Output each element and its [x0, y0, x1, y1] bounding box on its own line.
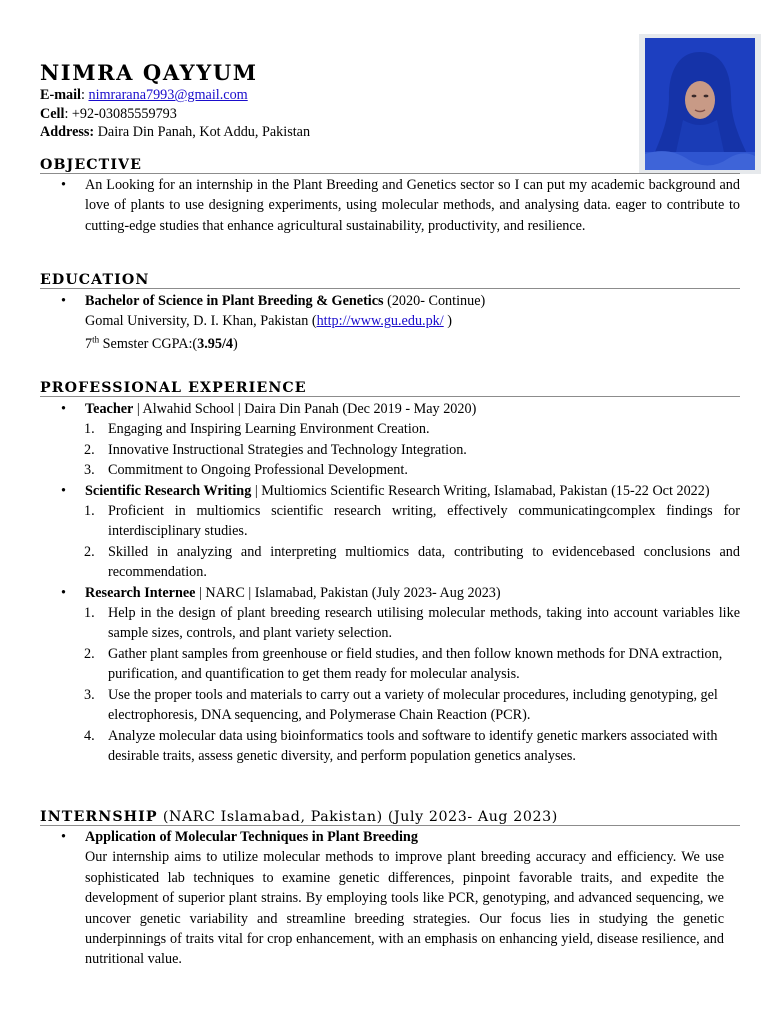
degree-years: (2020- Continue): [383, 293, 486, 309]
email-link[interactable]: nimrarana7993@gmail.com: [88, 87, 248, 103]
bullet-icon: •: [61, 829, 66, 845]
job-duty: [40, 440, 740, 460]
bullet-icon: •: [61, 482, 66, 499]
experience-section: [40, 399, 740, 766]
internship-heading-sub: (NARC Islamabad, Pakistan) (July 2023- Aug 2023): [157, 809, 558, 825]
job-duty-text: Skilled in analyzing and interpreting multiomics data, contributing to evidencebased conclusions and recommendation.: [108, 543, 740, 581]
university-name: Gomal University, D. I. Khan, Pakistan (: [85, 313, 317, 330]
candidate-name: NIMRA QAYYUM: [40, 60, 258, 85]
address-line: [40, 123, 310, 142]
job-duty-text: Commitment to Ongoing Professional Development.: [108, 462, 408, 479]
item-number: 2.: [84, 645, 95, 662]
job-research-writing: [40, 481, 740, 501]
internship-text: Our internship aims to utilize molecular methods to improve plant breeding accuracy and efficiency. We use sophisticated lab techniques to examine genetic differences, pinpoint favorable traits, and expedite the development of superior plant strains. By employing tools like PCR, genotyping, and advanced sequencing, we uncover genetic variability and streamline breeding strategies. Our focus lies in studying the genetic underpinnings of traits vital for crop enhancement, with an emphasis on enhancing yield, disease resilience, and nutritional value.: [85, 849, 724, 968]
cgpa-close: ): [233, 335, 238, 352]
item-number: 1.: [84, 503, 95, 520]
job-meta: | NARC | Islamabad, Pakistan (July 2023- Aug 2023): [195, 584, 501, 601]
bullet-icon: •: [61, 293, 66, 309]
cell-label: Cell: [40, 105, 65, 122]
item-number: 2.: [84, 441, 95, 458]
address-value: Daira Din Panah, Kot Addu, Pakistan: [94, 124, 311, 140]
cgpa-value: 3.95/4: [197, 335, 233, 352]
internship-title: Application of Molecular Techniques in Plant Breeding: [85, 829, 418, 845]
item-number: 3.: [84, 462, 95, 479]
cgpa-line: [85, 334, 238, 354]
item-number: 1.: [84, 421, 95, 438]
internship-description: [40, 847, 740, 969]
education-heading: EDUCATION: [40, 272, 740, 289]
job-duty-text: Innovative Instructional Strategies and Technology Integration.: [108, 441, 467, 458]
item-number: 1.: [84, 605, 95, 622]
job-title: Scientific Research Writing: [85, 482, 252, 499]
job-title: Research Internee: [85, 584, 196, 601]
job-meta: | Multiomics Scientific Research Writing, Islamabad, Pakistan (15-22 Oct 2022): [251, 482, 710, 499]
item-number: 3.: [84, 686, 95, 703]
profile-photo-image: [639, 34, 761, 174]
job-research-internee: [40, 583, 740, 603]
university-link-close: ): [443, 313, 452, 330]
bullet-icon: •: [61, 401, 66, 417]
objective-item: [40, 175, 740, 236]
job-duty: [40, 542, 740, 583]
cell-value: : +92-03085559793: [64, 105, 177, 122]
job-duty-text: Use the proper tools and materials to carry out a variety of molecular procedures, including genotyping, gel electrophoresis, DNA sequencing, and Polymerase Chain Reaction (PCR).: [108, 686, 718, 724]
degree-title: Bachelor of Science in Plant Breeding & Genetics: [85, 293, 384, 309]
semester-text: Semster CGPA:(: [99, 335, 198, 352]
education-section: [40, 291, 740, 354]
job-duty: [40, 644, 740, 685]
internship-heading: INTERNSHIP (NARC Islamabad, Pakistan) (July 2023- Aug 2023): [40, 809, 740, 826]
objective-text: An Looking for an internship in the Plant Breeding and Genetics sector so I can put my academic background and love of plants to use designing experiments, using molecular methods, and analysing data. eager to contribute to cutting-edge studies that enhance agricultural sustainability, productivity, and resilience.: [85, 177, 740, 234]
item-number: 4.: [84, 727, 95, 744]
address-label: Address:: [40, 124, 95, 140]
experience-heading: PROFESSIONAL EXPERIENCE: [40, 380, 740, 397]
bullet-icon: •: [61, 177, 66, 193]
job-title: Teacher: [85, 401, 134, 417]
internship-item: [40, 827, 740, 847]
job-duty: [40, 501, 740, 542]
profile-photo: [639, 34, 761, 174]
objective-heading: OBJECTIVE: [40, 157, 740, 174]
internship-section: [40, 827, 740, 970]
job-duty-text: Proficient in multiomics scientific research writing, effectively communicatingcomplex findings for interdisciplinary studies.: [108, 503, 740, 540]
semester-suffix: th: [92, 334, 100, 345]
job-duty-text: Help in the design of plant breeding research utilising molecular methods, taking into account variables like sample sizes, controls, and plant variety selection.: [108, 605, 740, 642]
job-teacher: [40, 399, 740, 419]
job-duty-text: Analyze molecular data using bioinformatics tools and software to identify genetic markers associated with desirable traits, assess genetic diversity, and perform population genetics analyses.: [108, 727, 718, 764]
cell-line: [40, 105, 310, 124]
job-duty: [40, 460, 740, 480]
item-number: 2.: [84, 543, 95, 560]
email-label: E-mail: [40, 87, 81, 103]
education-item: [40, 291, 740, 354]
email-line: E-mail: nimrarana7993@gmail.com: [40, 87, 248, 103]
university-link[interactable]: http://www.gu.edu.pk/: [316, 313, 444, 330]
contact-info: [40, 86, 310, 142]
job-duty-text: Engaging and Inspiring Learning Environment Creation.: [108, 421, 430, 438]
job-duty: [40, 726, 740, 767]
job-duty: [40, 685, 740, 726]
job-meta: | Alwahid School | Daira Din Panah (Dec 2019 - May 2020): [133, 401, 477, 417]
job-duty: [40, 419, 740, 439]
semester-number: 7: [85, 335, 93, 352]
objective-section: [40, 175, 740, 236]
job-duty: [40, 603, 740, 644]
job-duty-text: Gather plant samples from greenhouse or field studies, and then follow known methods for DNA extraction, purification, and quantification to get them ready for molecular analysis.: [108, 645, 723, 683]
bullet-icon: •: [61, 584, 66, 601]
